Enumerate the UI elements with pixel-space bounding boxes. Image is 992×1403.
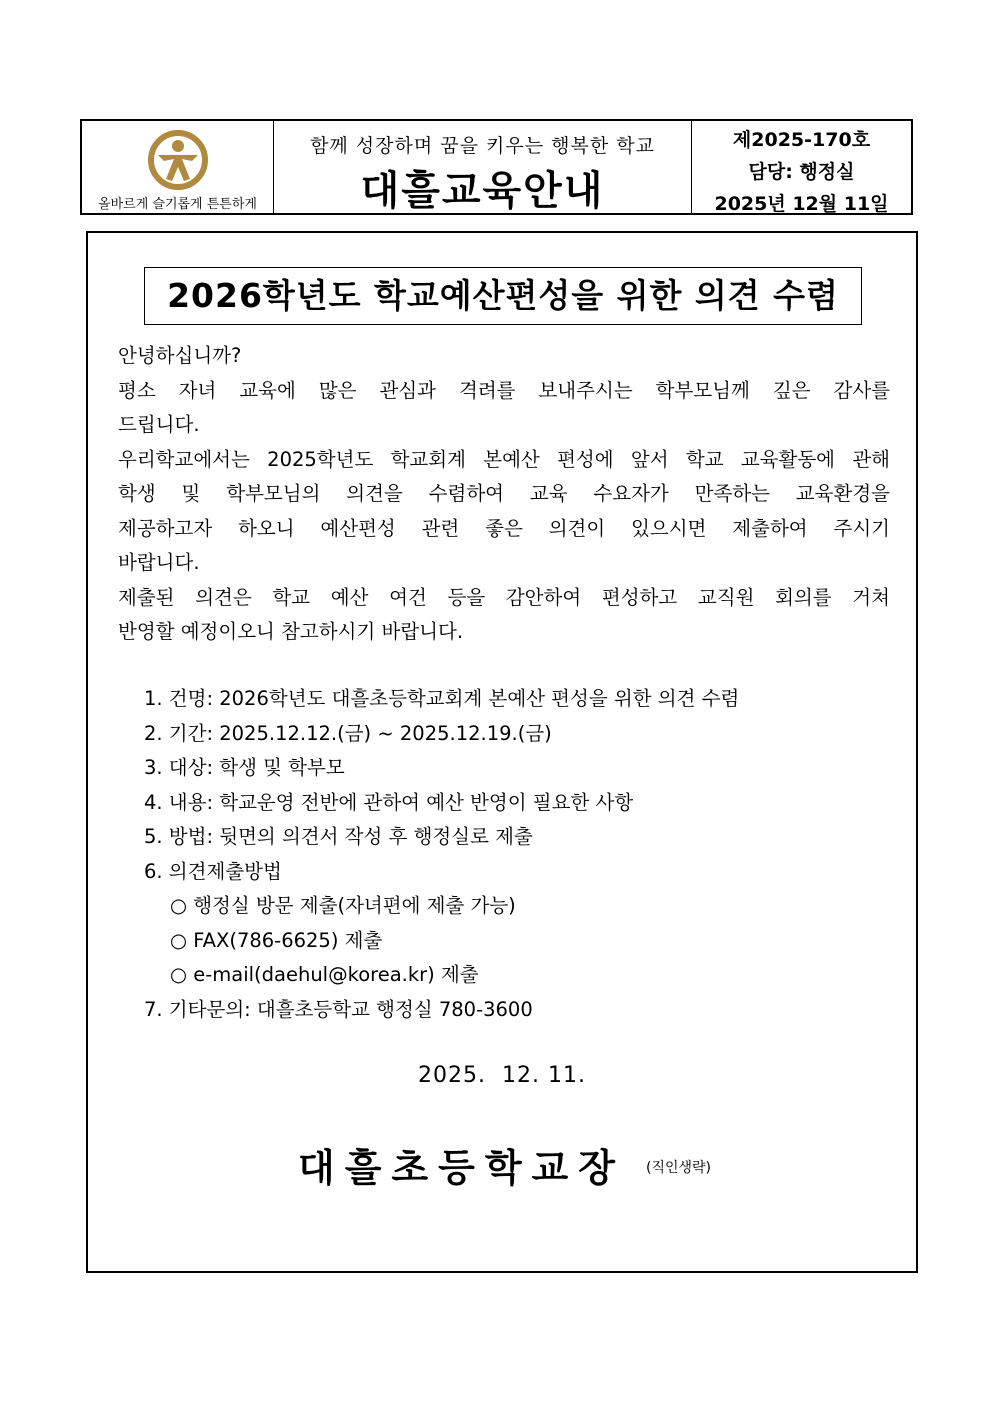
school-emblem-icon	[146, 129, 210, 191]
letter-title-box	[144, 267, 862, 325]
issue-date: 2025년 12월 11일	[714, 193, 889, 215]
paragraph-line: 학생 및 학부모님의 의견을 수렴하여 교육 수요자가 만족하는 교육환경을	[118, 482, 890, 505]
greeting: 안녕하십니까?	[118, 344, 242, 367]
list-item: 1. 건명: 2026학년도 대흘초등학교회계 본예산 편성을 위한 의견 수렴	[144, 687, 740, 710]
list-item: 7. 기타문의: 대흘초등학교 행정실 780-3600	[144, 997, 533, 1021]
header-title-cell	[274, 121, 692, 213]
logo-caption: 올바르게 슬기롭게 튼튼하게	[98, 197, 257, 212]
letter-body-box	[86, 231, 918, 1273]
paragraph-line: 반영할 예정이오니 참고하시기 바랍니다.	[118, 620, 464, 643]
paragraph-line: 평소 자녀 교육에 많은 관심과 격려를 보내주시는 학부모님께 깊은 감사를	[118, 378, 890, 402]
list-item: 2. 기간: 2025.12.12.(금) ~ 2025.12.19.(금)	[144, 721, 552, 745]
newsletter-title: 대흘교육안내	[360, 168, 605, 214]
letter-title: 2026학년도 학교예산편성을 위한 의견 수렴	[167, 276, 839, 315]
paragraph-line: 드립니다.	[118, 413, 200, 436]
header-info-cell	[692, 121, 911, 213]
logo-cell	[82, 121, 274, 213]
paragraph-line: 제출된 의견은 학교 예산 여건 등을 감안하여 편성하고 교직원 회의를 거쳐	[118, 585, 890, 609]
list-item: 3. 대상: 학생 및 학부모	[144, 756, 345, 779]
paragraph-line: 우리학교에서는 2025학년도 학교회계 본예산 편성에 앞서 학교 교육활동에 관해	[118, 447, 890, 471]
seal-omitted-note: (직인생략)	[646, 1160, 712, 1176]
school-slogan: 함께 성장하며 꿈을 키우는 행복한 학교	[310, 135, 655, 157]
paragraph-line: 제공하고자 하오니 예산편성 관련 좋은 의견이 있으시면 제출하여 주시기	[118, 516, 890, 540]
paragraph-line: 바랍니다.	[118, 551, 200, 574]
details-list	[144, 682, 884, 1027]
sub-list-item: ○ e-mail(daehul@korea.kr) 제출	[170, 963, 479, 986]
list-item: 4. 내용: 학교운영 전반에 관하여 예산 반영이 필요한 사항	[144, 790, 634, 814]
department: 담당: 행정실	[748, 161, 855, 183]
sub-list-item: ○ FAX(786-6625) 제출	[170, 928, 383, 952]
document-number: 제2025-170호	[732, 129, 871, 151]
closing-date: 2025. 12. 11.	[418, 1063, 586, 1088]
list-item: 5. 방법: 뒷면의 의견서 작성 후 행정실로 제출	[144, 825, 533, 848]
sub-list-item: ○ 행정실 방문 제출(자녀편에 제출 가능)	[170, 894, 516, 917]
principal-signature: 대흘초등학교장	[298, 1146, 625, 1190]
document-header	[80, 119, 913, 215]
letter-body	[118, 339, 890, 650]
list-item: 6. 의견제출방법	[144, 859, 282, 883]
